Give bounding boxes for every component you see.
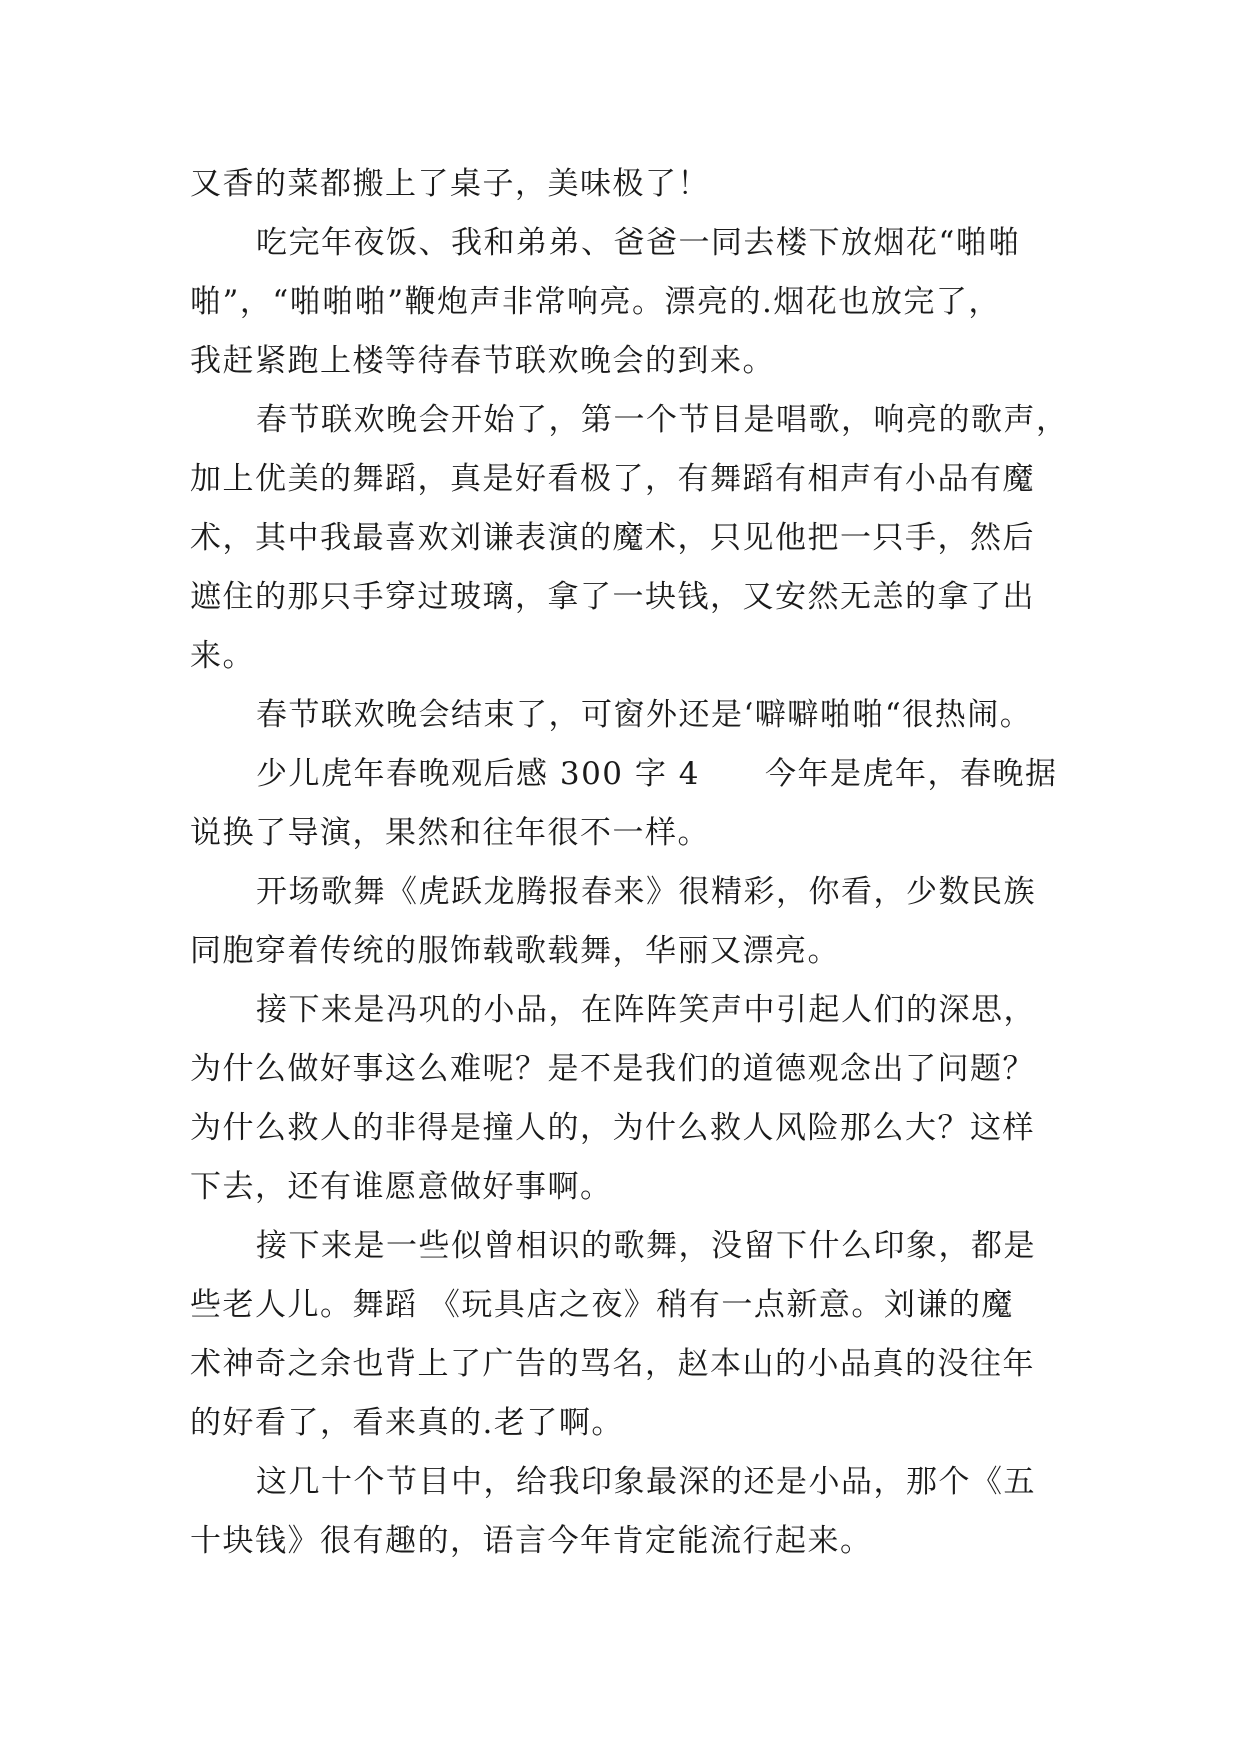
document-body (190, 155, 1069, 1571)
text-line: 十块钱》很有趣的，语言今年肯定能流行起来。 (190, 1523, 873, 1559)
text-line: 同胞穿着传统的服饰载歌载舞，华丽又漂亮。 (190, 933, 840, 969)
text-line: 这几十个节目中，给我印象最深的还是小品，那个《五 (256, 1464, 1036, 1500)
text-line: 为什么救人的非得是撞人的，为什么救人风险那么大？这样 (190, 1110, 1035, 1146)
text-line: 又香的菜都搬上了桌子，美味极了！ (190, 166, 710, 202)
text-line: 来。 (190, 638, 255, 674)
text-line: 加上优美的舞蹈，真是好看极了，有舞蹈有相声有小品有魔 (190, 461, 1035, 497)
text-line: 春节联欢晚会结束了，可窗外还是‘噼噼啪啪“很热闹。 (256, 697, 1033, 733)
text-line: 的好看了，看来真的.老了啊。 (190, 1405, 624, 1441)
text-line: 接下来是冯巩的小品，在阵阵笑声中引起人们的深思， (256, 992, 1036, 1028)
text-line: 我赶紧跑上楼等待春节联欢晚会的到来。 (190, 343, 775, 379)
text-line: 术，其中我最喜欢刘谦表演的魔术，只见他把一只手，然后 (190, 520, 1035, 556)
text-line: 春节联欢晚会开始了，第一个节目是唱歌，响亮的歌声， (256, 402, 1069, 438)
text-line: 术神奇之余也背上了广告的骂名，赵本山的小品真的没往年 (190, 1346, 1035, 1382)
text-line: 接下来是一些似曾相识的歌舞，没留下什么印象，都是 (256, 1228, 1036, 1264)
text-line: 说换了导演，果然和往年很不一样。 (190, 815, 710, 851)
text-line: 啪”，“啪啪啪”鞭炮声非常响亮。漂亮的.烟花也放完了， (190, 284, 1001, 320)
text-line: 下去，还有谁愿意做好事啊。 (190, 1169, 613, 1205)
text-line: 为什么做好事这么难呢？是不是我们的道德观念出了问题？ (190, 1051, 1035, 1087)
text-line: 吃完年夜饭、我和弟弟、爸爸一同去楼下放烟花“啪啪 (256, 225, 1021, 261)
text-line: 些老人儿。舞蹈 《玩具店之夜》稍有一点新意。刘谦的魔 (190, 1287, 1014, 1323)
text-line: 遮住的那只手穿过玻璃，拿了一块钱，又安然无恙的拿了出 (190, 579, 1035, 615)
text-line: 开场歌舞《虎跃龙腾报春来》很精彩，你看，少数民族 (256, 874, 1036, 910)
text-line: 少儿虎年春晚观后感 300 字 4 今年是虎年，春晚据 (256, 756, 1058, 792)
